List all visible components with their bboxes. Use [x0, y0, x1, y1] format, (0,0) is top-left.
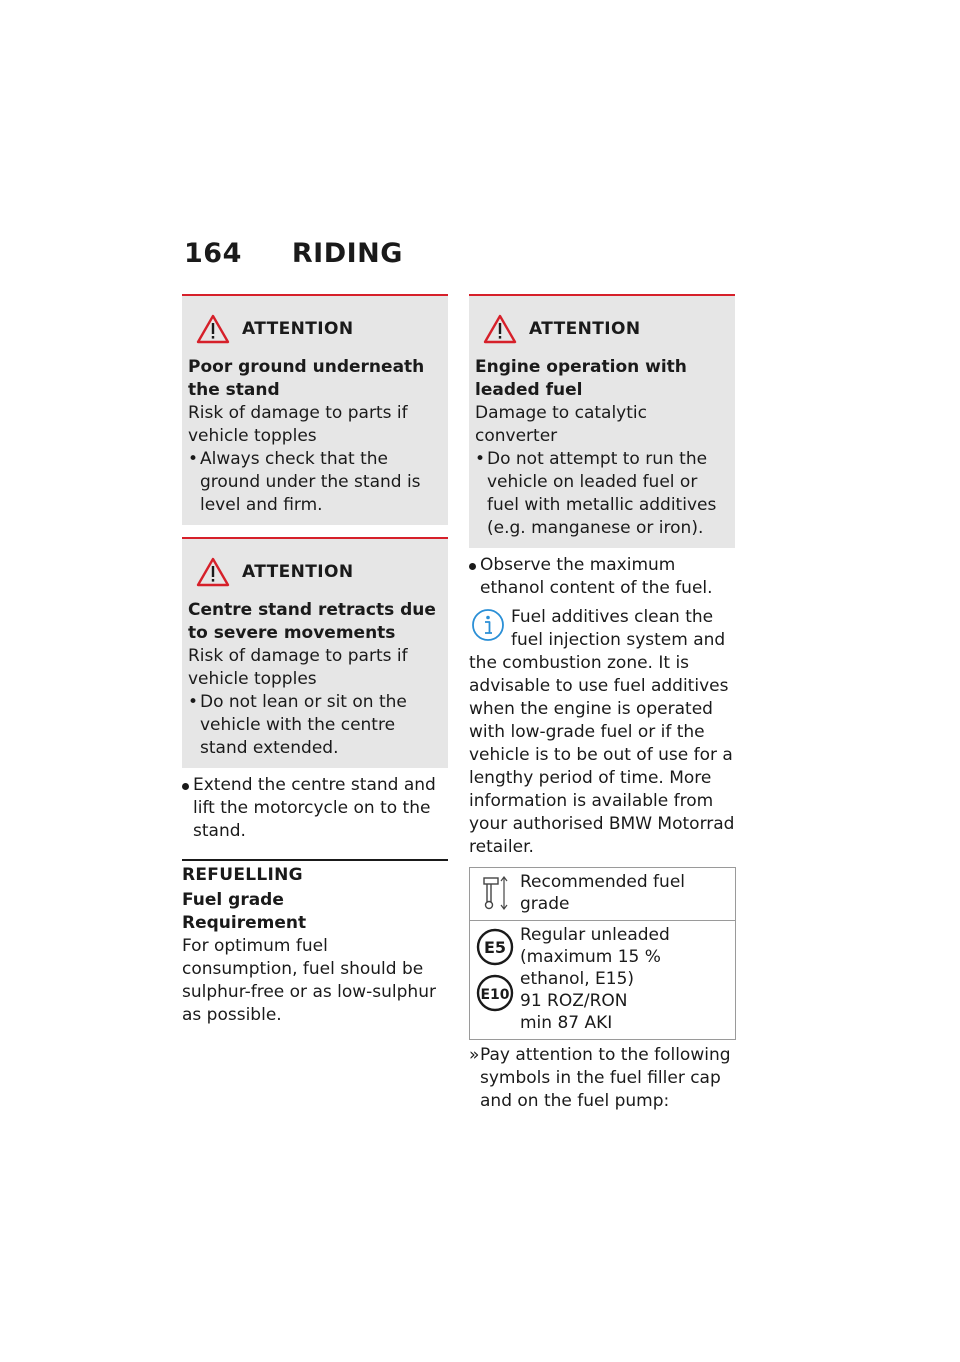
- attention-header: [483, 314, 729, 344]
- attention-header: [196, 314, 442, 344]
- warning-triangle-icon: [483, 314, 517, 344]
- fuel-pump-icon: [480, 874, 510, 912]
- attention-label: ATTENTION: [242, 562, 354, 582]
- attention-risk: Damage to catalytic converter: [475, 403, 647, 446]
- double-chevron-icon: »: [469, 1045, 480, 1065]
- step-text: Observe the maximum ethanol content of the fuel.: [480, 555, 713, 598]
- attention-label: ATTENTION: [242, 319, 354, 339]
- table-row: [470, 868, 735, 920]
- right-column: [469, 294, 735, 1113]
- svg-text:E5: E5: [483, 938, 507, 957]
- attention-header: [196, 557, 442, 587]
- table-row: [470, 920, 735, 1039]
- attention-label: ATTENTION: [529, 319, 641, 339]
- attention-box: [182, 537, 448, 768]
- svg-text:E10: E10: [480, 987, 510, 1003]
- attention-bullet: • Always check that the ground under the stand is level and firm.: [188, 448, 442, 517]
- fuel-octane-aki: min 87 AKI: [520, 1013, 613, 1033]
- bullet-dot-icon: [182, 783, 189, 790]
- warning-triangle-icon: [196, 557, 230, 587]
- attention-heading: Poor ground underneath the stand: [188, 357, 425, 400]
- info-text-first: Fuel additives clean the fuel injection system and: [511, 607, 726, 650]
- bullet-dot-icon: [469, 563, 476, 570]
- page-header: [184, 238, 403, 269]
- info-note: [469, 606, 735, 859]
- attention-risk: Risk of damage to parts if vehicle topples: [188, 403, 408, 446]
- step-text: Pay attention to the following symbols in the fuel filler cap and on the fuel pump:: [480, 1045, 731, 1111]
- recommended-fuel-label: Recommended fuel grade: [520, 872, 685, 914]
- step-item: [469, 554, 735, 600]
- step-text: Extend the centre stand and lift the motorcycle on to the stand.: [193, 775, 436, 841]
- attention-box: [182, 294, 448, 525]
- warning-triangle-icon: [196, 314, 230, 344]
- section-divider: [182, 859, 448, 885]
- attention-bullet: • Do not lean or sit on the vehicle with the centre stand extended.: [188, 691, 442, 760]
- info-text-rest: the combustion zone. It is advisable to use fuel additives when the engine is operated with low-grade fuel or if the vehicle is to be out of use for a lengthy period of time. More information is available from your authorised BMW Motorrad retailer.: [469, 653, 735, 857]
- e5-fuel-badge-icon: [473, 927, 517, 967]
- requirement-text: For optimum fuel consumption, fuel should be sulphur-free or as low-sulphur as possible.: [182, 936, 436, 1025]
- attention-heading: Centre stand retracts due to severe movements: [188, 600, 436, 643]
- page-number: 164: [184, 238, 242, 269]
- attention-box: [469, 294, 735, 548]
- fuel-grade-description: [520, 921, 735, 1039]
- attention-risk: Risk of damage to parts if vehicle topples: [188, 646, 408, 689]
- e10-fuel-badge-icon: [473, 973, 517, 1013]
- step-item: [182, 774, 448, 843]
- info-icon: [471, 608, 505, 642]
- subheading-requirement: Requirement: [182, 913, 307, 933]
- step-item: [469, 1044, 735, 1113]
- fuel-grade-table: [469, 867, 736, 1040]
- section-title: REFUELLING: [182, 865, 303, 885]
- attention-bullet: • Do not attempt to run the vehicle on leaded fuel or fuel with metallic additives (e.g. manganese or iron).: [475, 448, 729, 540]
- subheading-fuel-grade: Fuel grade: [182, 890, 284, 910]
- attention-heading: Engine operation with leaded fuel: [475, 357, 687, 400]
- fuel-grade-line: Regular unleaded (maximum 15 % ethanol, E15): [520, 925, 670, 989]
- fuel-octane-ron: 91 ROZ/RON: [520, 991, 628, 1011]
- chapter-title: RIDING: [291, 238, 403, 269]
- left-column: [182, 294, 448, 1027]
